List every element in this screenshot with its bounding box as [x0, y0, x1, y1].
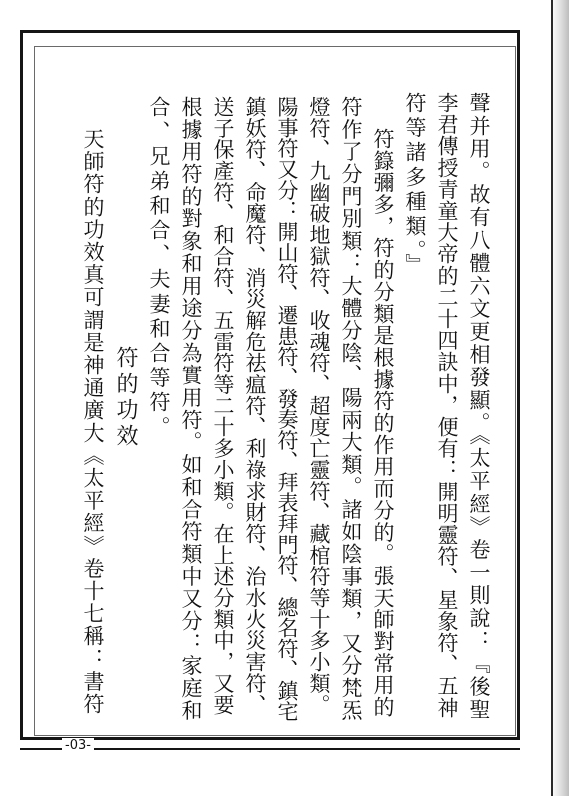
text-column-5: 符作了分門別類：大體分陰、陽兩大類。諸如陰事類，又分梵炁 — [339, 96, 363, 722]
text-column-12: 天師符的功效真可謂是神通廣大《太平經》卷十七稱：書符 — [81, 128, 105, 716]
footer-rule — [20, 740, 520, 750]
text-column-7: 陽事符又分：開山符、遷患符、發奏符、拜表拜門符、總名符、鎮宅 — [275, 96, 299, 722]
text-column-1: 聲并用。故有八體六文更相發顯。《太平經》卷一則說：『後聖 — [467, 92, 491, 722]
text-column-2: 李君傳授青童大帝的二十四訣中，便有：開明靈符、星象符、五神 — [435, 92, 459, 719]
text-column-8: 鎮妖符、命魔符、消災解危祛瘟符、利祿求財符、治水火災害符、 — [243, 96, 267, 716]
text-column-9: 送子保產符、和合符、五雷符等二十多小類。在上述分類中，又要 — [211, 96, 235, 716]
text-column-4: 符籙彌多，符的分類是根據符的作用而分的。張天師對常用的 — [371, 128, 395, 718]
section-heading: 符的功效 — [113, 346, 138, 450]
text-column-10: 根據用符的對象和用途分為實用符。如和合符類中又分：家庭和 — [179, 96, 203, 722]
page-number: -03- — [62, 738, 94, 753]
binding-edge-line — [551, 0, 553, 796]
text-column-11: 合、兄弟和合、夫妻和合等符。 — [147, 96, 171, 441]
text-column-3: 符等諸多種類。』 — [403, 92, 427, 279]
binding-gutter — [551, 0, 569, 796]
text-column-6: 燈符、九幽破地獄符、收魂符、超度亡靈符、藏棺符等十多小類。 — [307, 96, 331, 716]
